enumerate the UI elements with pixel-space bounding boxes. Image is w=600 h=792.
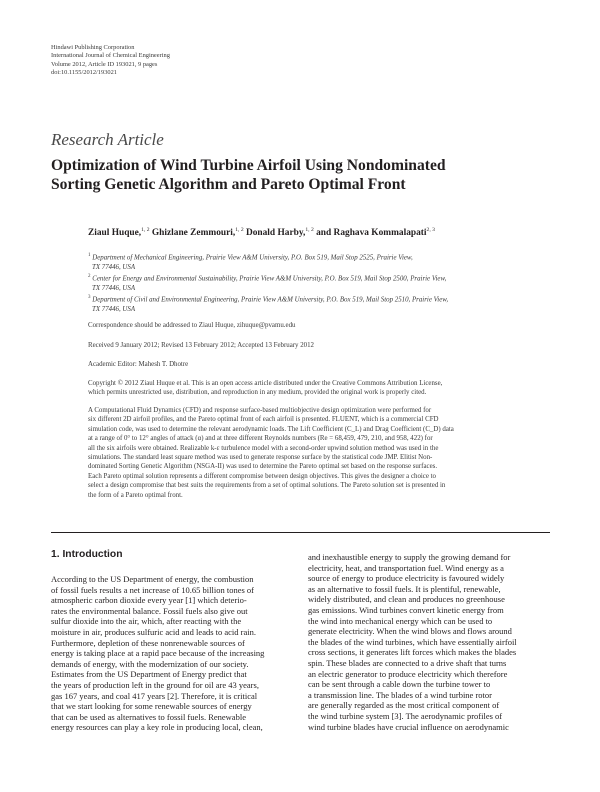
abstract-line: the form of a Pareto optimal front.	[88, 491, 183, 499]
body-column-right	[308, 552, 554, 732]
body-line: widely distributed, and clean and produces no greenhouse	[308, 594, 505, 605]
body-line: energy is taking place at a rapid pace because of the increasing	[51, 648, 265, 659]
dates	[88, 341, 558, 350]
author-separator: and	[313, 228, 334, 239]
affil-number: 2	[88, 274, 91, 279]
author-name: Donald Harby,	[245, 228, 306, 239]
body-line: gas 167 years, and coal 417 years [2]. Therefore, it is critical	[51, 690, 258, 701]
author-name: Raghava Kommalapati	[333, 228, 427, 239]
body-line: cross sections, it generates lift forces which makes the blades	[308, 647, 517, 658]
abstract-line: six different 2D airfoil profiles, and the Pareto optimal front of each airfoil is presented. FLUENT, which is a commercial CFD	[88, 416, 439, 424]
body-line: that we start looking for some renewable sources of energy	[51, 701, 252, 712]
abstract-line: dominated Sorting Genetic Algorithm (NSGA-II) was used to determine the Pareto optimal set based on the response surfaces.	[88, 463, 438, 471]
body-line: source of energy to produce electricity is favoured widely	[308, 573, 505, 584]
abstract-line: A Computational Fluid Dynamics (CFD) and response surface-based multiobjective design optimization were performed for	[88, 407, 432, 414]
affil-text: TX 77446, USA	[92, 305, 136, 313]
body-line: can be sent through a cable down the turbine tower to	[308, 679, 491, 690]
abstract-line: Each Pareto optimal solution represents a different compromise between design objectives. This gives the designer a choice to	[88, 472, 437, 480]
body-line: and inexhaustible energy to supply the growing demand for	[308, 552, 511, 562]
affil-text: TX 77446, USA	[92, 284, 136, 292]
body-line: the wind into mechanical energy which can be used to	[308, 615, 493, 626]
abstract-line: simulation code, was used to determine the relevant aerodynamic loads. The Lift Coefficient (C_L) and Drag Coefficient (C_D) data	[88, 425, 454, 433]
author-affil-sup: 1, 2	[235, 227, 244, 233]
copyright	[88, 379, 558, 398]
doi: doi:10.1155/2012/193021	[51, 68, 117, 76]
body-line: sulfur dioxide into the air, which, after reacting with the	[51, 616, 242, 627]
body-line: wind turbine blades have crucial influence on aerodynamic	[308, 721, 509, 732]
abstract-line: select a design compromise that best suits the requirements from a set of optimal solutions. The Pareto solution set is presented in	[88, 482, 446, 490]
affil-number: 3	[88, 295, 91, 300]
journal-name: International Journal of Chemical Engineering	[51, 52, 170, 60]
affiliation	[88, 272, 560, 293]
body-line: energy resources can play a key role in producing local, clean,	[51, 722, 263, 733]
paper-title	[51, 156, 446, 194]
title-line: Sorting Genetic Algorithm and Pareto Optimal Front	[51, 176, 406, 193]
copyright-line: Copyright © 2012 Ziaul Huque et al. This is an open access article distributed under the Creative Commons Attribution License,	[88, 380, 443, 387]
copyright-line: which permits unrestricted use, distribution, and reproduction in any medium, provided the original work is properly cited.	[88, 389, 427, 397]
author-affil-sup: 2, 3	[426, 227, 435, 233]
body-line: gas emissions. Wind turbines convert kinetic energy from	[308, 604, 504, 615]
author-name: Ziaul Huque,	[88, 228, 142, 239]
section-heading: 1. Introduction	[51, 549, 123, 560]
body-line: the blades of the wind turbines, which have essentially airfoil	[308, 636, 517, 647]
body-line: that can be used as alternatives to fossil fuels. Renewable	[51, 711, 246, 722]
abstract-line: at a range of 0° to 12° angles of attack (α) and at three different Reynolds numbers (Re = 68,459, 479, 210, and 958, 422) for	[88, 435, 433, 443]
section-divider	[51, 532, 550, 533]
body-line: spin. These blades are connected to a drive shaft that turns	[308, 657, 507, 668]
body-line: of fossil fuels results a net increase of 10.65 billion tones of	[51, 584, 255, 595]
body-line: an electric generator to produce electricity which therefore	[308, 668, 508, 679]
body-line: Furthermore, depletion of these nonrenewable sources of	[51, 637, 245, 648]
body-column-left	[51, 574, 297, 733]
correspondence-text: Correspondence should be addressed to Ziaul Huque, zihuque@pvamu.edu	[88, 322, 296, 329]
affiliation	[88, 251, 560, 272]
body-line: are generally regarded as the most critical component of	[308, 700, 500, 711]
body-line: a transmission line. The blades of a wind turbine rotor	[308, 689, 492, 700]
author-name: Ghizlane Zemmouri,	[151, 228, 236, 239]
body-line: moisture in air, produces sulfuric acid and leads to acid rain.	[51, 626, 257, 637]
publisher: Hindawi Publishing Corporation	[51, 44, 135, 51]
article-type: Research Article	[51, 130, 164, 149]
body-line: as an alternative to fossil fuels. It is plentiful, renewable,	[308, 583, 501, 594]
affil-number: 1	[88, 253, 91, 258]
journal-header	[51, 44, 170, 77]
dates-text: Received 9 January 2012; Revised 13 February 2012; Accepted 13 February 2012	[88, 342, 314, 349]
abstract-line: all the six airfoils were obtained. Realizable k-ε turbulence model with a second-order upwind solution method was used in the	[88, 444, 439, 452]
affil-text: Department of Civil and Environmental Engineering, Prairie View A&M University, P.O. Box 519, Mail Stop 2510, Prairie View,	[92, 296, 449, 304]
affil-text: TX 77446, USA	[92, 263, 136, 271]
author-list	[88, 227, 435, 238]
body-line: demands of energy, with the modernization of our society.	[51, 658, 249, 669]
affil-text: Center for Energy and Environmental Sustainability, Prairie View A&M University, P.O. Box 519, Mail Stop 2500, Prairie View,	[92, 275, 447, 283]
affiliation	[88, 293, 560, 314]
abstract	[88, 406, 552, 500]
body-line: According to the US Department of energy, the combustion	[51, 574, 254, 584]
author-affil-sup: 1, 2	[141, 227, 150, 233]
body-line: the years of production left in the ground for oil are 43 years,	[51, 679, 259, 690]
body-line: Estimates from the US Department of Energy predict that	[51, 669, 247, 680]
volume-info: Volume 2012, Article ID 193021, 9 pages	[51, 60, 158, 68]
body-line: the wind turbine system [3]. The aerodynamic profiles of	[308, 710, 503, 721]
editor-text: Academic Editor: Mahesh T. Dhotre	[88, 361, 189, 368]
body-line: generate electricity. When the wind blows and flows around	[308, 626, 512, 637]
title-line: Optimization of Wind Turbine Airfoil Using Nondominated	[51, 157, 446, 174]
author-affil-sup: 1, 2	[305, 227, 314, 233]
abstract-line: simulations. The standard least square method was used to generate response surface by the statistical code JMP. Elitist Non-	[88, 454, 433, 462]
correspondence	[88, 321, 558, 330]
academic-editor	[88, 360, 558, 369]
body-line: rates the environmental balance. Fossil fuels also give out	[51, 605, 248, 616]
affil-text: Department of Mechanical Engineering, Prairie View A&M University, P.O. Box 519, Mail Stop 2525, Prairie View,	[92, 254, 413, 262]
body-line: electricity, heat, and transportation fuel. Wind energy as a	[308, 562, 504, 573]
body-line: atmospheric carbon dioxide every year [1] which deterio-	[51, 595, 247, 606]
